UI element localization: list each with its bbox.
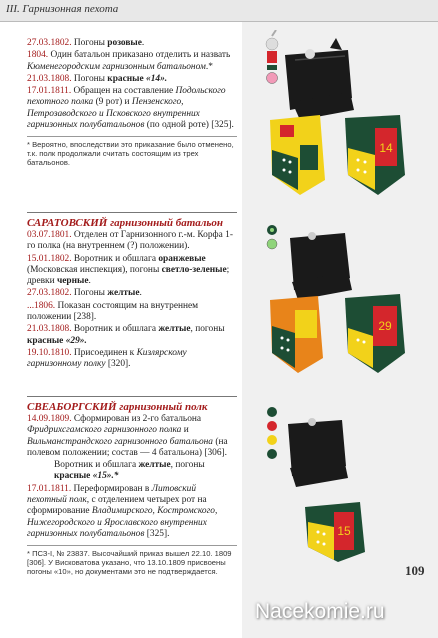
entry-text: красные [27, 335, 64, 346]
chronology-entry [27, 460, 237, 483]
entry-text: Литовский пехотный полк [27, 483, 197, 506]
entry-date: 21.03.1808. [27, 73, 74, 84]
entry-date: 1804. [27, 50, 51, 61]
entry-text: Воротник и обшлага [73, 253, 159, 264]
chronology-entry [27, 38, 237, 49]
insignia-icon [267, 407, 277, 459]
entry-text: . [141, 38, 145, 48]
entry-text: . [88, 276, 91, 287]
shako-icon [290, 232, 352, 300]
entry-text: [320]. [105, 359, 131, 370]
section-title-sveaborg: СВЕАБОРГСКИЙ гарнизонный полк [27, 396, 237, 413]
entry-text: и [181, 425, 189, 436]
entry-text: желтые [158, 324, 191, 335]
entry-text: Отделен от Гарнизонного г.-м. Корфа 1-го полка (на внутреннем (?) положении). [27, 230, 233, 252]
entry-text: Сформирован из 2-го батальона [73, 414, 202, 424]
section-kyumenegorod [27, 38, 237, 167]
chronology-entry [27, 348, 237, 371]
entry-text: . [139, 288, 142, 299]
chronology-entry [27, 86, 237, 131]
collar-plate-15-icon [305, 502, 365, 562]
orange-collar-icon [270, 296, 323, 373]
entry-text: черные [56, 276, 89, 287]
entry-date: 19.10.1810. [27, 347, 74, 358]
chronology-entry [27, 230, 237, 253]
page-number: 109 [405, 563, 425, 578]
entry-date: ...1806. [27, 300, 58, 311]
footnote: * Вероятно, впоследствии это приказание было отменено, т.к. полк продолжали считать состоящим из трех батальонов. [27, 136, 237, 167]
shako-icon [285, 38, 354, 120]
entry-text: (по одной роте) [325]. [144, 120, 234, 131]
entry-text: (на полевом положении; состав — 4 батальона) [306]. [27, 436, 228, 458]
entry-date: 17.01.1811. [27, 483, 74, 494]
entry-text: ; древки [27, 264, 230, 287]
strap-number-14: 14 [379, 141, 393, 155]
entry-text: Погоны [73, 288, 108, 299]
entry-text: Вильманстрандского гарнизонного батальона [27, 436, 213, 447]
entry-text: светло-зеленые [161, 264, 227, 275]
entry-text: желтые [107, 288, 140, 299]
entry-text: Показан состоящим на внутреннем положении [238]. [27, 300, 199, 323]
entry-date: 27.03.1802. [27, 38, 74, 48]
chronology-entry [27, 414, 237, 459]
entry-text: [325]. [144, 528, 170, 539]
entry-text: «15».* [90, 471, 119, 482]
entry-text: Воротник и обшлага [73, 324, 159, 335]
entry-text: Воротник и обшлага [54, 460, 139, 471]
entry-text: Фридрихсгамского гарнизонного полка [27, 425, 182, 436]
collar-plate-pink-icon [270, 115, 325, 195]
strap-number-15: 15 [337, 524, 351, 538]
entry-text: , с отделением четырех рот на сформирование [27, 495, 207, 517]
entry-text: оранжевые [158, 253, 206, 264]
collar-plate-29-icon [345, 294, 405, 373]
insignia-icon [266, 30, 278, 70]
uniform-figure-3 [250, 402, 425, 562]
section-title-saratov: САРАТОВСКИЙ гарнизонный батальон [27, 212, 237, 229]
section-sveaborg [27, 414, 237, 576]
epaulette-pink-icon [267, 73, 278, 84]
entry-text: Подольского пехотного полка [27, 86, 226, 108]
chronology-entry [27, 50, 237, 73]
entry-text: Переформирован в [73, 483, 152, 494]
chronology-entry [27, 301, 237, 324]
entry-date: 03.07.1801. [27, 230, 74, 240]
entry-date: 17.01.1811. [27, 86, 74, 97]
uniform-figure-2 [250, 218, 425, 383]
chronology-entry [27, 254, 237, 288]
shako-icon [288, 418, 348, 487]
chronology-entry [27, 484, 237, 540]
entry-text: «29». [63, 335, 87, 346]
entry-text: Один батальон приказано отделить и назвать [50, 50, 231, 61]
collar-plate-14-icon [345, 115, 405, 195]
entry-text: (9 рот) и [93, 97, 132, 108]
entry-text: Обращен на составление [73, 86, 176, 97]
entry-date: 15.01.1802. [27, 253, 74, 264]
entry-text: желтые [138, 460, 171, 471]
entry-text: Кизлярскому гарнизонному полку [27, 347, 187, 370]
entry-text: Погоны [73, 73, 108, 84]
strap-number-29: 29 [378, 319, 392, 333]
chronology-entry [27, 74, 237, 85]
entry-text: Владимирского, Костромского, Нижегородского и Ярославского внутренних гарнизонных полубатальонов [27, 506, 218, 539]
entry-text: розовые [107, 38, 142, 48]
entry-text: (Московская инспекция), погоны [27, 264, 162, 275]
entry-date: 14.09.1809. [27, 414, 74, 424]
footnote: * ПСЗ-I, № 23837. Высочайший приказ вышел 22.10. 1809 [306]. У Висковатова указано, что 13.10.1809 присвоены погоны «10», но документами это не подтверждается. [27, 545, 237, 576]
entry-text: .* [205, 61, 213, 72]
entry-date: 21.03.1808. [27, 324, 74, 335]
entry-text: Присоединен к [73, 347, 137, 358]
entry-text: красные [54, 471, 91, 482]
entry-text: , погоны [170, 460, 205, 471]
entry-text: Кюменегородским гарнизонным батальоном [27, 61, 206, 72]
uniform-figure-1 [250, 30, 425, 200]
entry-date: 27.03.1802. [27, 288, 74, 299]
watermark: Nacekomie.ru [255, 600, 385, 623]
entry-text: «14». [143, 73, 168, 84]
entry-text: Погоны [73, 38, 108, 48]
running-title: III. Гарнизонная пехота [6, 3, 119, 15]
entry-text: , погоны [190, 324, 225, 335]
chronology-entry [27, 324, 237, 347]
section-saratov [27, 230, 237, 372]
entry-text: Пензенского, Петрозаводского и Псковского внутренних гарнизонных полубатальонов [27, 97, 200, 131]
chronology-entry [27, 288, 237, 299]
running-header [0, 0, 438, 22]
insignia-icon [267, 225, 277, 249]
entry-text: красные [107, 73, 144, 84]
